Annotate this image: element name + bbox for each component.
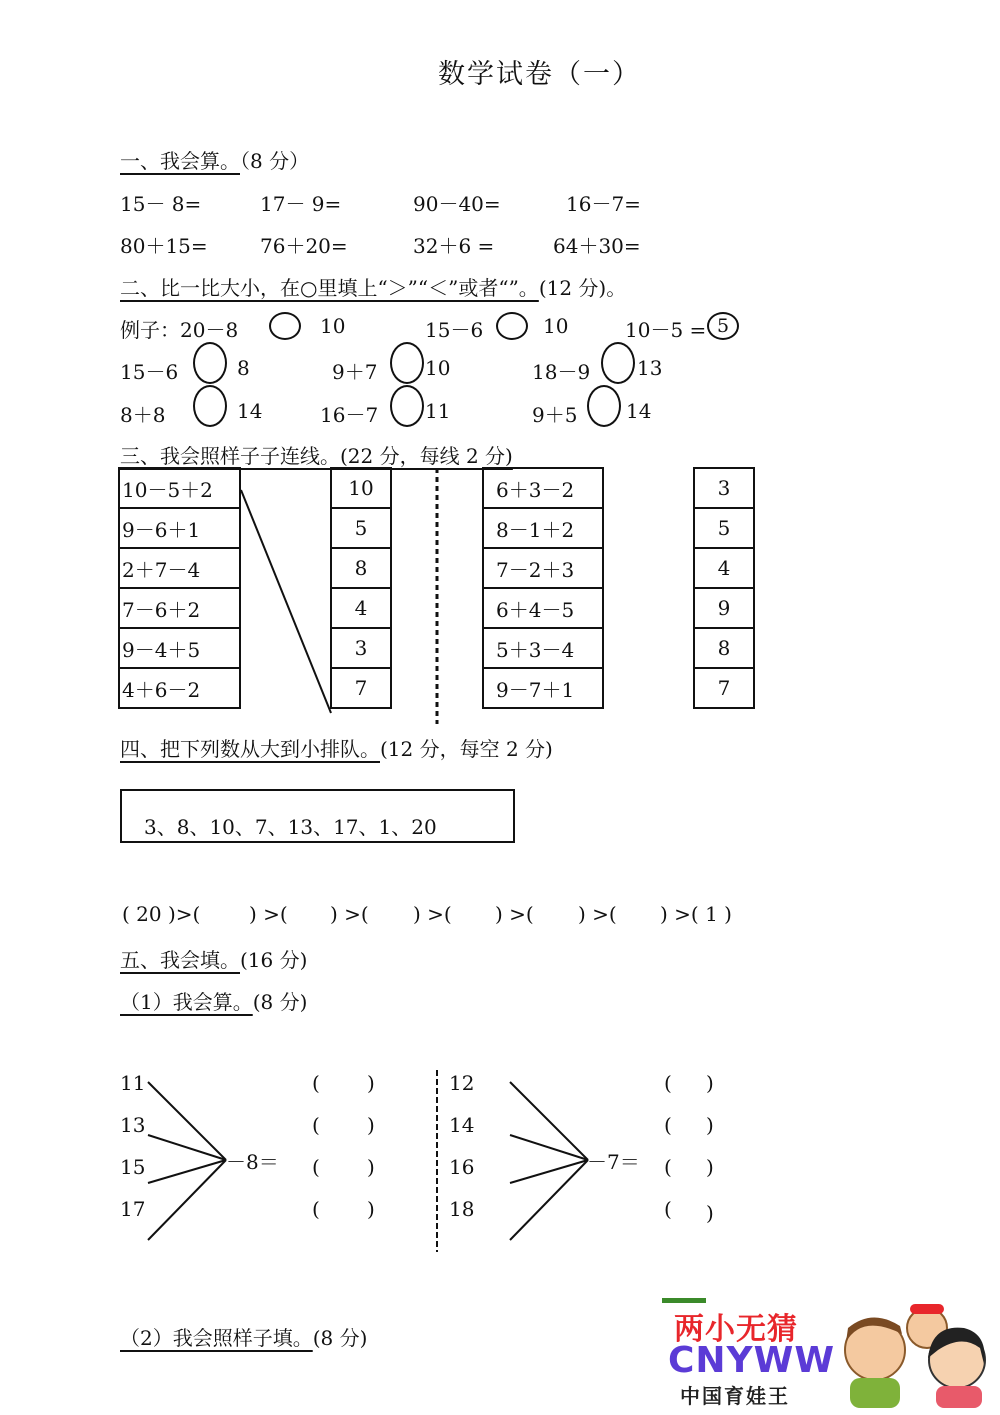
calc-1-3: 90－40= [413,192,501,216]
expression-cell[interactable]: 7－6＋2 [118,587,241,629]
answer-paren-close[interactable]: ) [367,1197,375,1221]
example-2-right: 10 [543,314,569,338]
compare-2-2-left: 16－7 [320,403,379,427]
value-cell[interactable]: 7 [330,667,392,709]
section-5-heading: 五、我会填。 [120,948,240,972]
compare-2-3-right: 14 [626,399,652,423]
page-title: 数学试卷（一） [438,59,641,90]
answer-paren-open[interactable]: ( [664,1197,672,1221]
left-fan-lines [148,1082,226,1240]
expression-cell[interactable]: 9－4＋5 [118,627,241,669]
logo-english-text: CNYWW [668,1340,836,1381]
fan-number: 15 [120,1155,146,1179]
calc-2-4: 64＋30= [553,234,641,258]
compare-1-3-right: 13 [637,356,663,380]
value-cell[interactable]: 9 [693,587,755,629]
compare-2-1-right: 14 [237,399,263,423]
value-cell[interactable]: 3 [330,627,392,669]
compare-1-2-right: 10 [425,356,451,380]
order-4[interactable]: ) >( [413,902,452,926]
expression-cell[interactable]: 6＋3－2 [482,467,604,509]
fan-operation: －8＝ [226,1150,279,1174]
right-fan-lines [510,1082,588,1240]
answer-paren-open[interactable]: ( [312,1155,320,1179]
section-4-heading: 四、把下列数从大到小排队。 [120,737,380,761]
watermark-logo [662,1298,992,1408]
expression-cell[interactable]: 2＋7－4 [118,547,241,589]
compare-1-1-right: 8 [237,356,250,380]
example-1-right: 10 [320,314,346,338]
fan-number: 17 [120,1197,146,1221]
example-circled-answer: 5 [707,312,739,340]
fan-number: 18 [449,1197,475,1221]
expression-cell[interactable]: 8－1＋2 [482,507,604,549]
compare-1-1-left[interactable]: 15－6 [120,360,179,384]
value-cell[interactable]: 4 [330,587,392,629]
order-2[interactable]: ) >( [249,902,288,926]
expression-cell[interactable]: 9－7＋1 [482,667,604,709]
answer-paren-close[interactable]: ) [367,1071,375,1095]
order-1[interactable]: ( 20 )>( [122,902,201,926]
example-match-line [241,490,331,713]
answer-paren-open[interactable]: ( [664,1155,672,1179]
calc-2-1: 80＋15= [120,234,208,258]
part-2-score: (8 分) [312,1326,368,1350]
section-5-score: (16 分) [240,948,308,972]
numbers-list: 3、8、10、7、13、17、1、20 [144,814,437,839]
answer-paren-close[interactable]: ) [367,1155,375,1179]
part-2-heading: （2）我会照样子填。 [120,1326,313,1350]
answer-paren-close[interactable]: ) [706,1201,714,1225]
fan-number: 16 [449,1155,475,1179]
section-2-score: (12 分)。 [538,276,627,300]
part-1-heading: （1）我会算。 [120,990,253,1014]
cartoon-family-icon [662,1298,992,1408]
value-cell[interactable]: 10 [330,467,392,509]
calc-1-2: 17－ 9= [260,192,342,216]
fan-number: 13 [120,1113,146,1137]
section-3-score: (22 分，每线 2 分) [340,444,513,468]
answer-paren-open[interactable]: ( [664,1071,672,1095]
compare-2-1-left: 8＋8 [120,403,166,427]
calc-1-1: 15－ 8= [120,192,202,216]
calc-1-4: 16－7= [566,192,641,216]
section-1-score: （8 分） [240,149,310,173]
value-cell[interactable]: 5 [330,507,392,549]
compare-1-2-left: 9＋7 [332,360,378,384]
expression-cell[interactable]: 9－6＋1 [118,507,241,549]
section-2-heading: 二、比一比大小，在○里填上“＞”“＜”或者“”。 [120,276,539,300]
calc-2-3: 32＋6 = [413,234,495,258]
section-4-score: (12 分，每空 2 分) [380,737,553,761]
value-cell[interactable]: 8 [330,547,392,589]
section-1-heading: 一、我会算。 [120,149,240,173]
example-2-left: 15－6 [425,318,484,342]
answer-paren-open[interactable]: ( [312,1071,320,1095]
expression-cell[interactable]: 5＋3－4 [482,627,604,669]
answer-paren-open[interactable]: ( [312,1197,320,1221]
answer-paren-close[interactable]: ) [706,1071,714,1095]
expression-cell[interactable]: 4＋6－2 [118,667,241,709]
answer-paren-close[interactable]: ) [367,1113,375,1137]
compare-2-3-left: 9＋5 [532,403,578,427]
order-3[interactable]: ) >( [330,902,369,926]
order-7[interactable]: ) >( 1 ) [660,902,732,926]
part-1-score: (8 分) [252,990,308,1014]
value-cell[interactable]: 5 [693,507,755,549]
answer-paren-close[interactable]: ) [706,1155,714,1179]
logo-chinese-text: 两小无猜 [674,1312,798,1347]
fan-number: 12 [449,1071,475,1095]
value-cell[interactable]: 8 [693,627,755,669]
expression-cell[interactable]: 7－2＋3 [482,547,604,589]
logo-subtitle: 中国育娃王 [680,1384,790,1408]
answer-paren-open[interactable]: ( [664,1113,672,1137]
example-3-left: 10－5 = [625,318,707,342]
value-cell[interactable]: 4 [693,547,755,589]
value-cell[interactable]: 3 [693,467,755,509]
example-label: 例子：20－8 [120,318,239,342]
order-5[interactable]: ) >( [495,902,534,926]
expression-cell[interactable]: 10－5＋2 [118,467,241,509]
answer-paren-close[interactable]: ) [706,1113,714,1137]
compare-2-2-right: 11 [425,399,451,423]
answer-paren-open[interactable]: ( [312,1113,320,1137]
value-cell[interactable]: 7 [693,667,755,709]
section-3-heading: 三、我会照样子子连线。 [120,444,340,468]
fan-number: 14 [449,1113,475,1137]
calc-2-2: 76＋20= [260,234,348,258]
fan-operation: －7＝ [587,1150,640,1174]
order-6[interactable]: ) >( [578,902,617,926]
compare-1-3-left: 18－9 [532,360,591,384]
fan-number: 11 [120,1071,146,1095]
expression-cell[interactable]: 6＋4－5 [482,587,604,629]
